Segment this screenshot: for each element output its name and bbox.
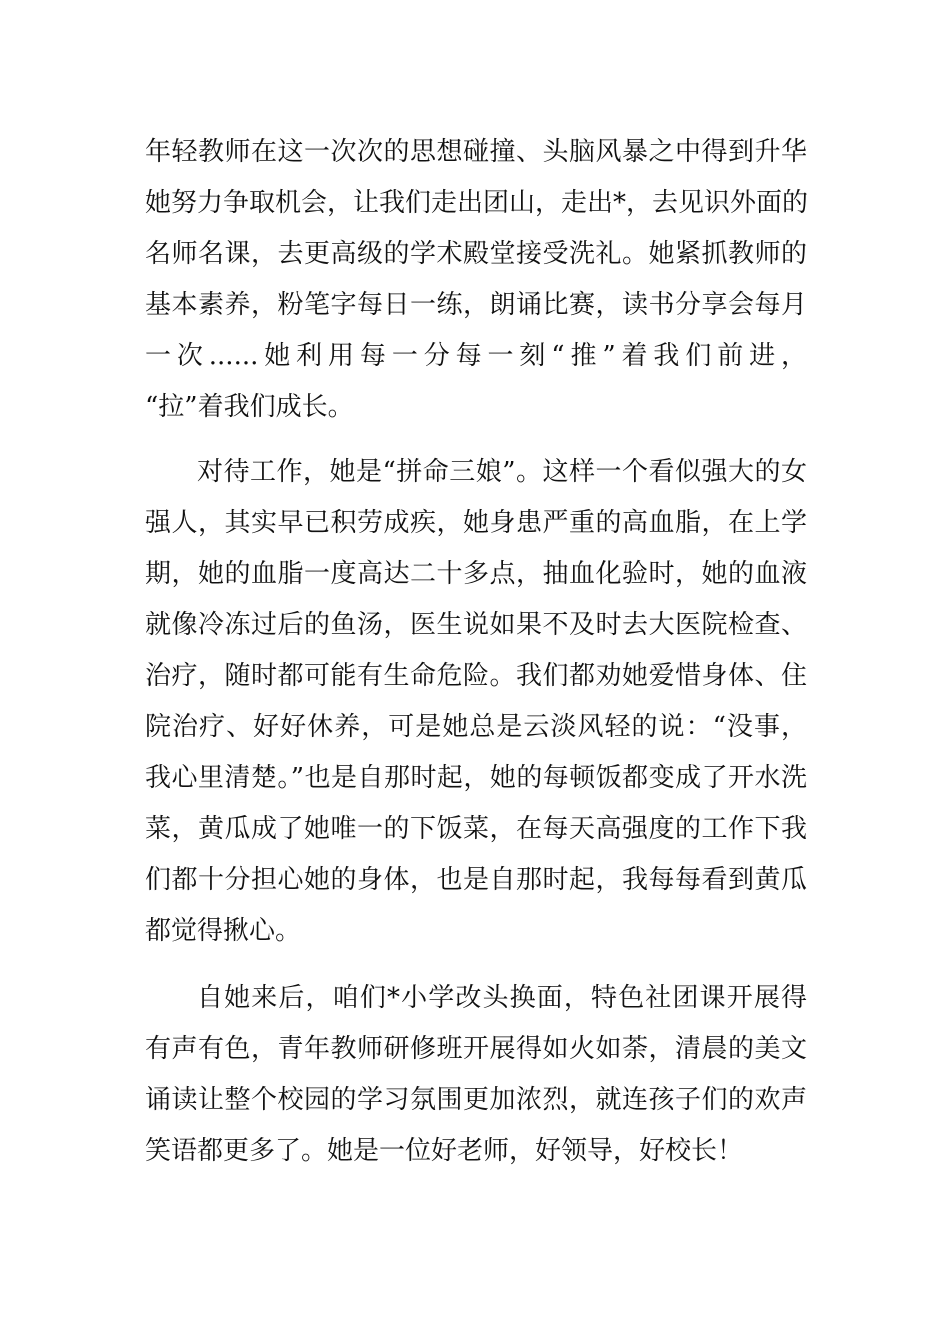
paragraph-1: [145, 127, 807, 433]
document-body: [145, 127, 807, 1177]
paragraph-1-line-2: 她努力争取机会，让我们走出团山，走出*，去见识外面的: [145, 188, 809, 218]
paragraph-1-line-1: 年轻教师在这一次次的思想碰撞、头脑风暴之中得到升华: [145, 137, 807, 167]
paragraph-1-line-5: 一次......她利用每一分每一刻“推”着我们前进，: [145, 341, 807, 371]
paragraph-1-line-3: 名师名课，去更高级的学术殿堂接受洗礼。她紧抓教师的: [145, 239, 807, 269]
paragraph-1-line-4: 基本素养，粉笔字每日一练，朗诵比赛，读书分享会每月: [145, 290, 807, 320]
paragraph-2: 对待工作，她是“拼命三娘”。这样一个看似强大的女强人，其实早已积劳成疾，她身患严重的高血脂，在上学期，她的血脂一度高达二十多点，抽血化验时，她的血液就像冷冻过后的鱼汤，医生说如果不及时去大医院检查、治疗，随时都可能有生命危险。我们都劝她爱惜身体、住院治疗、好好休养，可是她总是云淡风轻的说：“没事，我心里清楚。”也是自那时起，她的每顿饭都变成了开水洗菜，黄瓜成了她唯一的下饭菜，在每天高强度的工作下我们都十分担心她的身体，也是自那时起，我每每看到黄瓜都觉得揪心。: [145, 457, 807, 946]
paragraph-3: 自她来后，咱们*小学改头换面，特色社团课开展得有声有色，青年教师研修班开展得如火如荼，清晨的美文诵读让整个校园的学习氛围更加浓烈，就连孩子们的欢声笑语都更多了。她是一位好老师，好领导，好校长！: [145, 983, 807, 1166]
paragraph-1-line-6: “拉”着我们成长。: [145, 392, 354, 422]
